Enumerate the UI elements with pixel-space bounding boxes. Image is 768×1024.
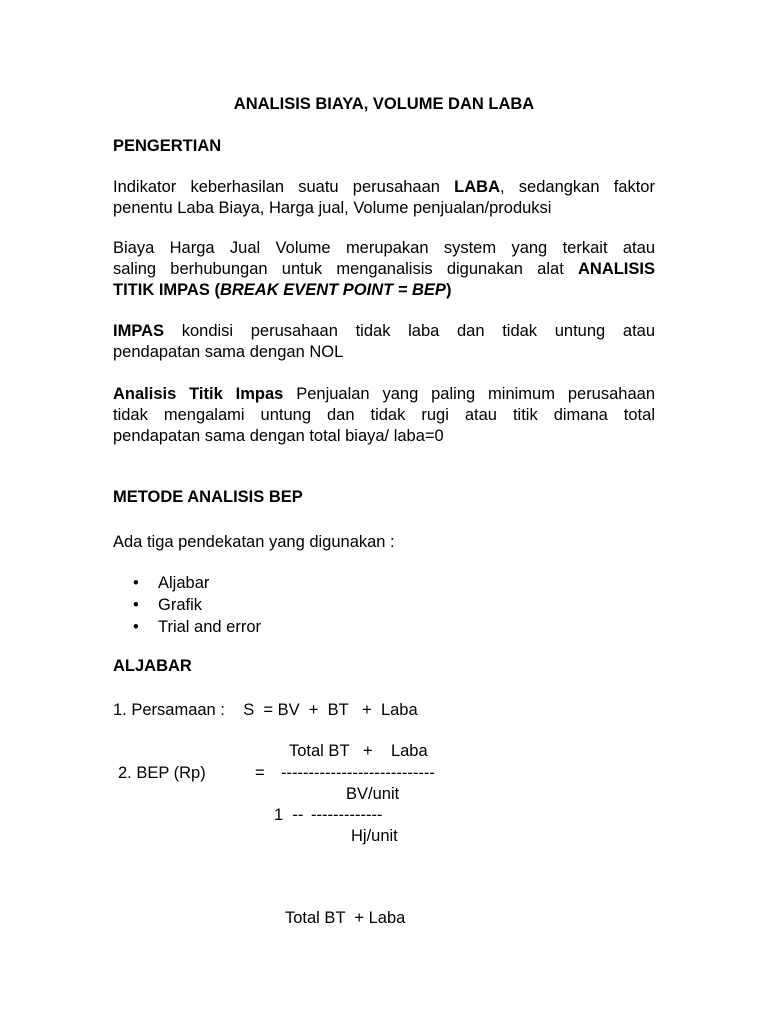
paragraph-line: penentu Laba Biaya, Harga jual, Volume penjualan/produksi (113, 199, 552, 217)
paragraph-line: Indikator keberhasilan suatu perusahaan LABA, sedangkan faktor (113, 178, 655, 196)
paragraph-line: pendapatan sama dengan total biaya/ laba=0 (113, 427, 444, 445)
paragraph-line: IMPAS kondisi perusahaan tidak laba dan tidak untung atau (113, 322, 655, 340)
section-heading-metode: METODE ANALISIS BEP (113, 488, 303, 506)
paragraph-line: TITIK IMPAS (BREAK EVENT POINT = BEP) (113, 281, 452, 299)
equation-persamaan: 1. Persamaan : S = BV + BT + Laba (113, 701, 418, 719)
metode-intro: Ada tiga pendekatan yang digunakan : (113, 533, 395, 551)
paragraph-line: pendapatan sama dengan NOL (113, 343, 344, 361)
section-heading-pengertian: PENGERTIAN (113, 137, 222, 155)
section-heading-aljabar: ALJABAR (113, 657, 192, 675)
one-minus: 1 -- (274, 806, 304, 824)
paragraph-biaya (113, 238, 655, 301)
numerator-total-bt-laba: Total BT + Laba (285, 909, 406, 927)
paragraph-line: Biaya Harga Jual Volume merupakan system yang terkait atau (113, 239, 655, 257)
paragraph-impas (113, 321, 655, 363)
paragraph-line: saling berhubungan untuk menganalisis digunakan alat ANALISIS (113, 260, 655, 278)
paragraph-line: Analisis Titik Impas Penjualan yang paling minimum perusahaan (113, 385, 655, 403)
hj-unit: Hj/unit (351, 827, 398, 845)
list-item: • Trial and error (113, 616, 261, 638)
paragraph-line: tidak mengalami untung dan tidak rugi atau titik dimana total (113, 406, 655, 424)
list-item: • Grafik (113, 594, 261, 616)
list-item: • Aljabar (113, 572, 261, 594)
fraction-line: ---------------------------- (281, 764, 435, 782)
bep-equals: = (255, 764, 265, 782)
paragraph-analisis-titik-impas (113, 384, 655, 447)
inner-fraction-line: ------------- (311, 806, 383, 824)
bv-unit: BV/unit (346, 785, 400, 803)
paragraph-indikator (113, 177, 655, 219)
approach-list (113, 572, 261, 638)
page-title: ANALISIS BIAYA, VOLUME DAN LABA (233, 95, 535, 113)
bep-numerator: Total BT + Laba (289, 742, 428, 760)
bep-label: 2. BEP (Rp) (118, 764, 206, 782)
